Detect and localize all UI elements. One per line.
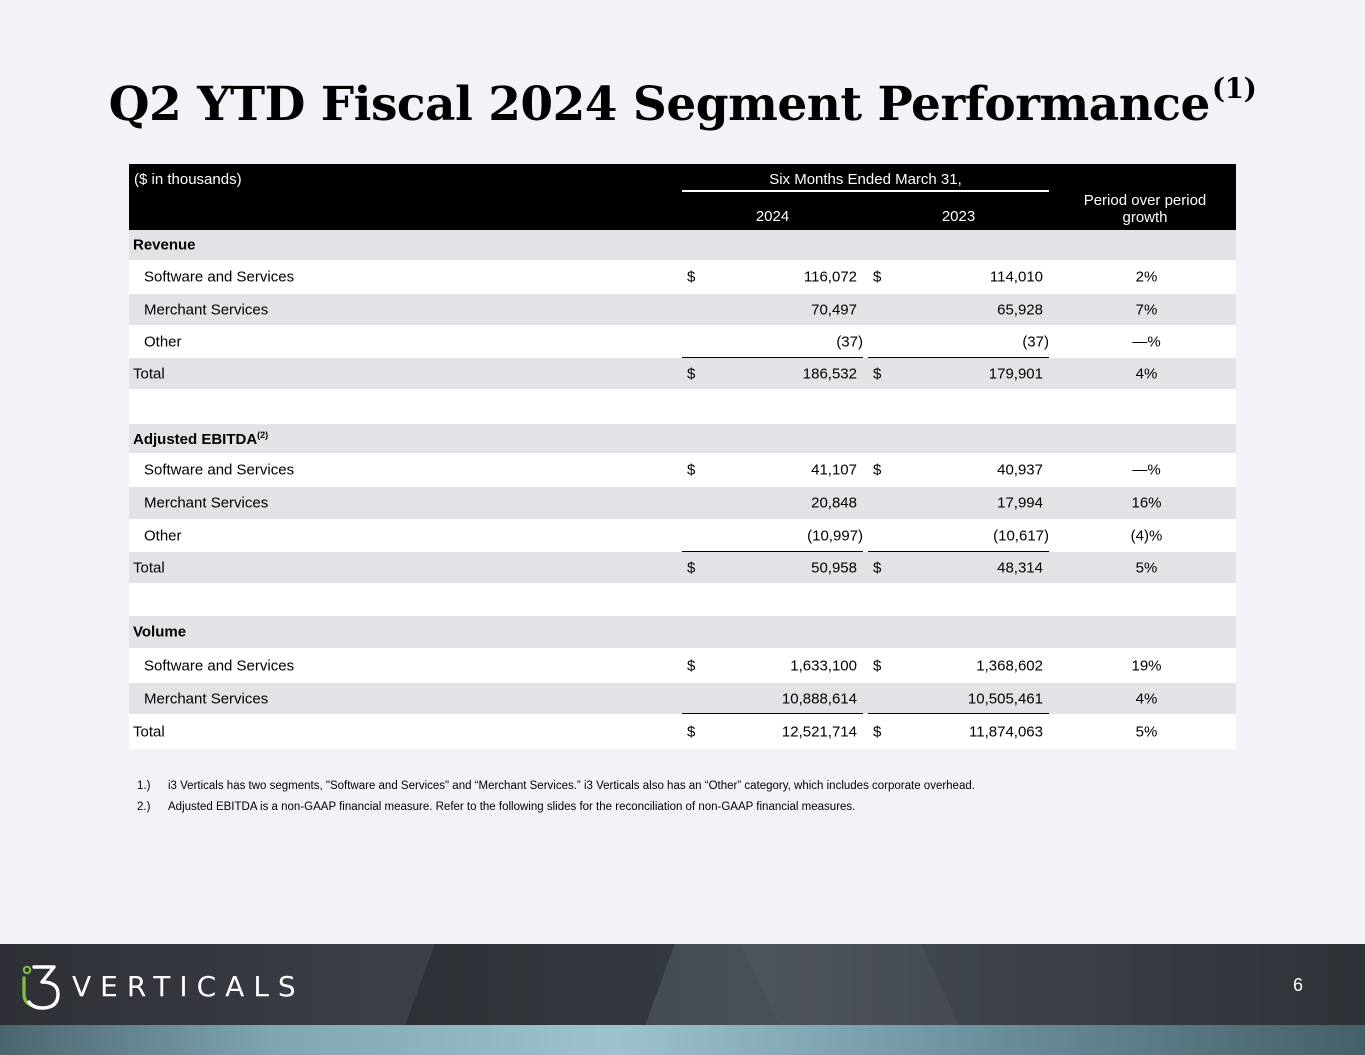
slide-title-text: Q2 YTD Fiscal 2024 Segment Performance [108,77,1210,132]
period-label: Six Months Ended March 31, [769,171,962,188]
section-heading-volume [129,616,1236,648]
value-2024: 10,888,614 [781,690,857,707]
growth-value: 5% [1135,559,1158,576]
total-row [129,714,1236,749]
slide-title [0,72,1365,132]
section-label [133,430,268,448]
currency-symbol: $ [873,657,882,674]
currency-symbol: $ [873,461,882,479]
value-2023: 40,937 [997,461,1043,479]
value-2024: 186,532 [802,365,857,382]
table-row [129,519,1236,552]
segment-performance-table [129,164,1236,749]
table-row [129,294,1236,325]
value-2024: 20,848 [811,494,857,512]
page-number: 6 [1292,975,1303,995]
value-2023: (10,617) [993,527,1049,544]
currency-symbol: $ [873,559,882,576]
currency-symbol: $ [873,268,882,286]
value-2024: 70,497 [811,301,857,318]
growth-value: 4% [1135,365,1158,382]
table-row [129,648,1236,683]
section-label: Revenue [133,236,196,254]
row-label: Total [133,365,165,382]
total-row [129,552,1236,583]
value-2023: 179,901 [988,365,1043,382]
value-2024: 50,958 [811,559,857,576]
currency-symbol: $ [687,657,696,674]
currency-symbol: $ [687,268,696,286]
value-2024: (10,997) [807,527,863,544]
value-2024: 1,633,100 [790,657,857,674]
currency-symbol: $ [687,365,696,382]
footnote-number: 2.) [137,801,151,813]
spacer-row [129,583,1236,616]
value-2023: 65,928 [997,301,1043,318]
value-2023: 17,994 [997,494,1043,512]
table-row [129,487,1236,519]
row-label: Software and Services [144,657,295,674]
currency-symbol: $ [687,723,696,740]
i3-logo-icon [20,960,64,1012]
slide-footer [0,944,1365,1055]
footnote-number: 1.) [137,780,151,792]
section-label-text: Adjusted EBITDA [133,430,258,448]
row-label: Software and Services [144,461,295,479]
company-logo [20,960,305,1012]
value-2023: 48,314 [997,559,1043,576]
footer-decoration [405,944,674,1025]
currency-symbol: $ [687,559,696,576]
currency-symbol: $ [873,365,882,382]
currency-symbol: $ [873,723,882,740]
row-label: Merchant Services [144,301,269,318]
logo-wordmark: VERTICALS [72,969,305,1003]
footnote-text: i3 Verticals has two segments, "Software and Services" and “Merchant Services.” i3 Verticals also has an “Other” category, which includes corporate overhead. [168,780,975,792]
value-2023: 11,874,063 [969,723,1043,740]
units-label: ($ in thousands) [134,171,242,188]
row-label: Other [144,333,182,350]
row-label: Merchant Services [144,690,269,707]
row-label: Software and Services [144,268,295,286]
value-2024: (37) [836,333,863,350]
table-row [129,325,1236,358]
row-label: Other [144,527,182,544]
title-footnote-ref: (1) [1211,72,1257,105]
value-2023: 1,368,602 [976,657,1043,674]
period-underline [682,190,1049,192]
footer-image-band [0,1025,1365,1055]
value-2024: 12,521,714 [781,723,857,740]
column-header-2024: 2024 [755,208,790,225]
table-row [129,453,1236,487]
section-label: Volume [133,623,187,641]
growth-value: 2% [1135,268,1158,286]
table-header [129,164,1236,230]
value-2024: 41,107 [811,461,857,479]
value-2024: 116,072 [803,268,857,286]
growth-value: 4% [1135,690,1158,707]
growth-value: (4)% [1130,527,1163,544]
growth-value: 19% [1131,657,1162,674]
row-label: Total [133,559,165,576]
growth-value: —% [1132,461,1161,479]
footnote-text: Adjusted EBITDA is a non-GAAP financial measure. Refer to the following slides for the reconciliation of non-GAAP financial measures. [168,801,856,813]
currency-symbol: $ [687,461,696,479]
spacer-row [129,389,1236,424]
value-2023: 10,505,461 [967,690,1043,707]
footer-decoration [741,944,959,1025]
section-heading-revenue [129,230,1236,260]
growth-value: —% [1132,333,1161,350]
growth-value: 5% [1135,723,1158,740]
row-label: Total [133,723,165,740]
total-row [129,358,1236,389]
column-header-growth: Period over period growth [1083,192,1207,226]
value-2023: (37) [1022,333,1049,350]
table-row [129,683,1236,714]
ebitda-footnote-ref: (2) [257,429,269,440]
section-heading-adjusted-ebitda [129,424,1236,453]
row-label: Merchant Services [144,494,269,512]
column-header-2023: 2023 [941,208,976,225]
growth-value: 7% [1135,301,1158,318]
growth-value: 16% [1131,494,1162,512]
table-row [129,260,1236,294]
value-2023: 114,010 [989,268,1043,286]
